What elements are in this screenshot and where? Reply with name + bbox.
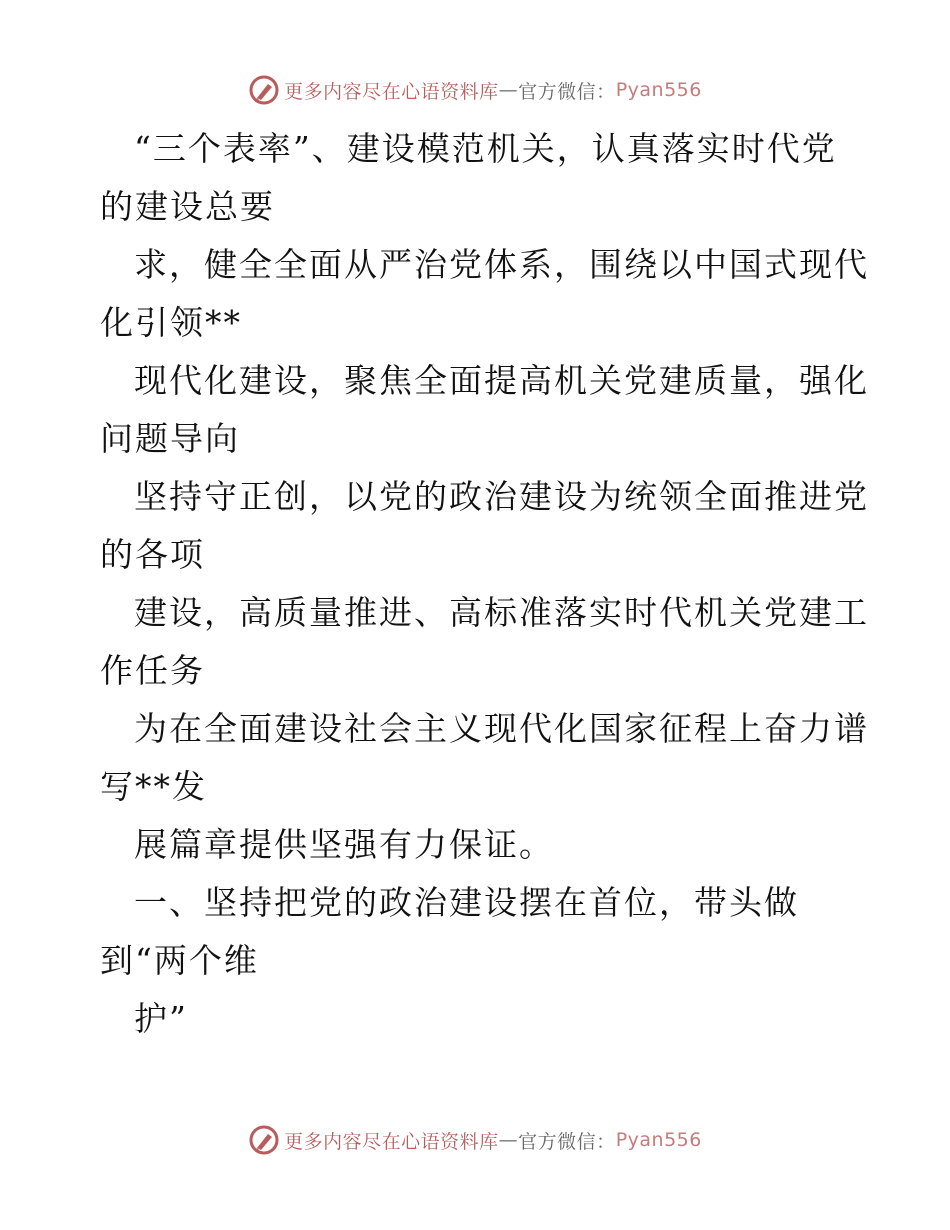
body-line: 求，健全全面从严治党体系，围绕以中国式现代 [134,245,869,284]
watermark-label: 官方微信： [518,1130,616,1153]
body-line: 问题导向 [100,419,240,458]
body-line: 现代化建设，聚焦全面提高机关党建质量，强化 [134,361,869,400]
body-line: 护” [134,999,188,1038]
watermark-dash: — [498,79,519,101]
watermark-account: Pyan556 [615,79,702,101]
watermark-account: Pyan556 [615,1129,702,1151]
footer-watermark [0,1120,950,1160]
watermark-dash: — [498,1129,519,1151]
body-line: 到“两个维 [100,941,259,980]
pen-in-circle-icon [248,1124,280,1156]
pen-in-circle-icon [248,74,280,106]
body-line: 为在全面建设社会主义现代化国家征程上奋力谱 [134,709,869,748]
body-line: 化引领** [100,303,242,342]
body-line: 作任务 [100,651,205,690]
body-line: 的建设总要 [100,187,275,226]
body-line: 一、坚持把党的政治建设摆在首位，带头做 [134,883,799,922]
document-body [100,120,869,1048]
body-line: “三个表率”、建设模范机关，认真落实时代党 [134,129,837,168]
watermark-brand: 更多内容尽在心语资料库 [284,80,499,103]
body-line: 的各项 [100,535,205,574]
body-line: 写**发 [100,767,207,806]
body-line: 展篇章提供坚强有力保证。 [134,825,554,864]
watermark-label: 官方微信： [518,80,616,103]
body-line: 建设，高质量推进、高标准落实时代机关党建工 [134,593,869,632]
watermark-brand: 更多内容尽在心语资料库 [284,1130,499,1153]
header-watermark [0,70,950,110]
body-line: 坚持守正创，以党的政治建设为统领全面推进党 [134,477,869,516]
